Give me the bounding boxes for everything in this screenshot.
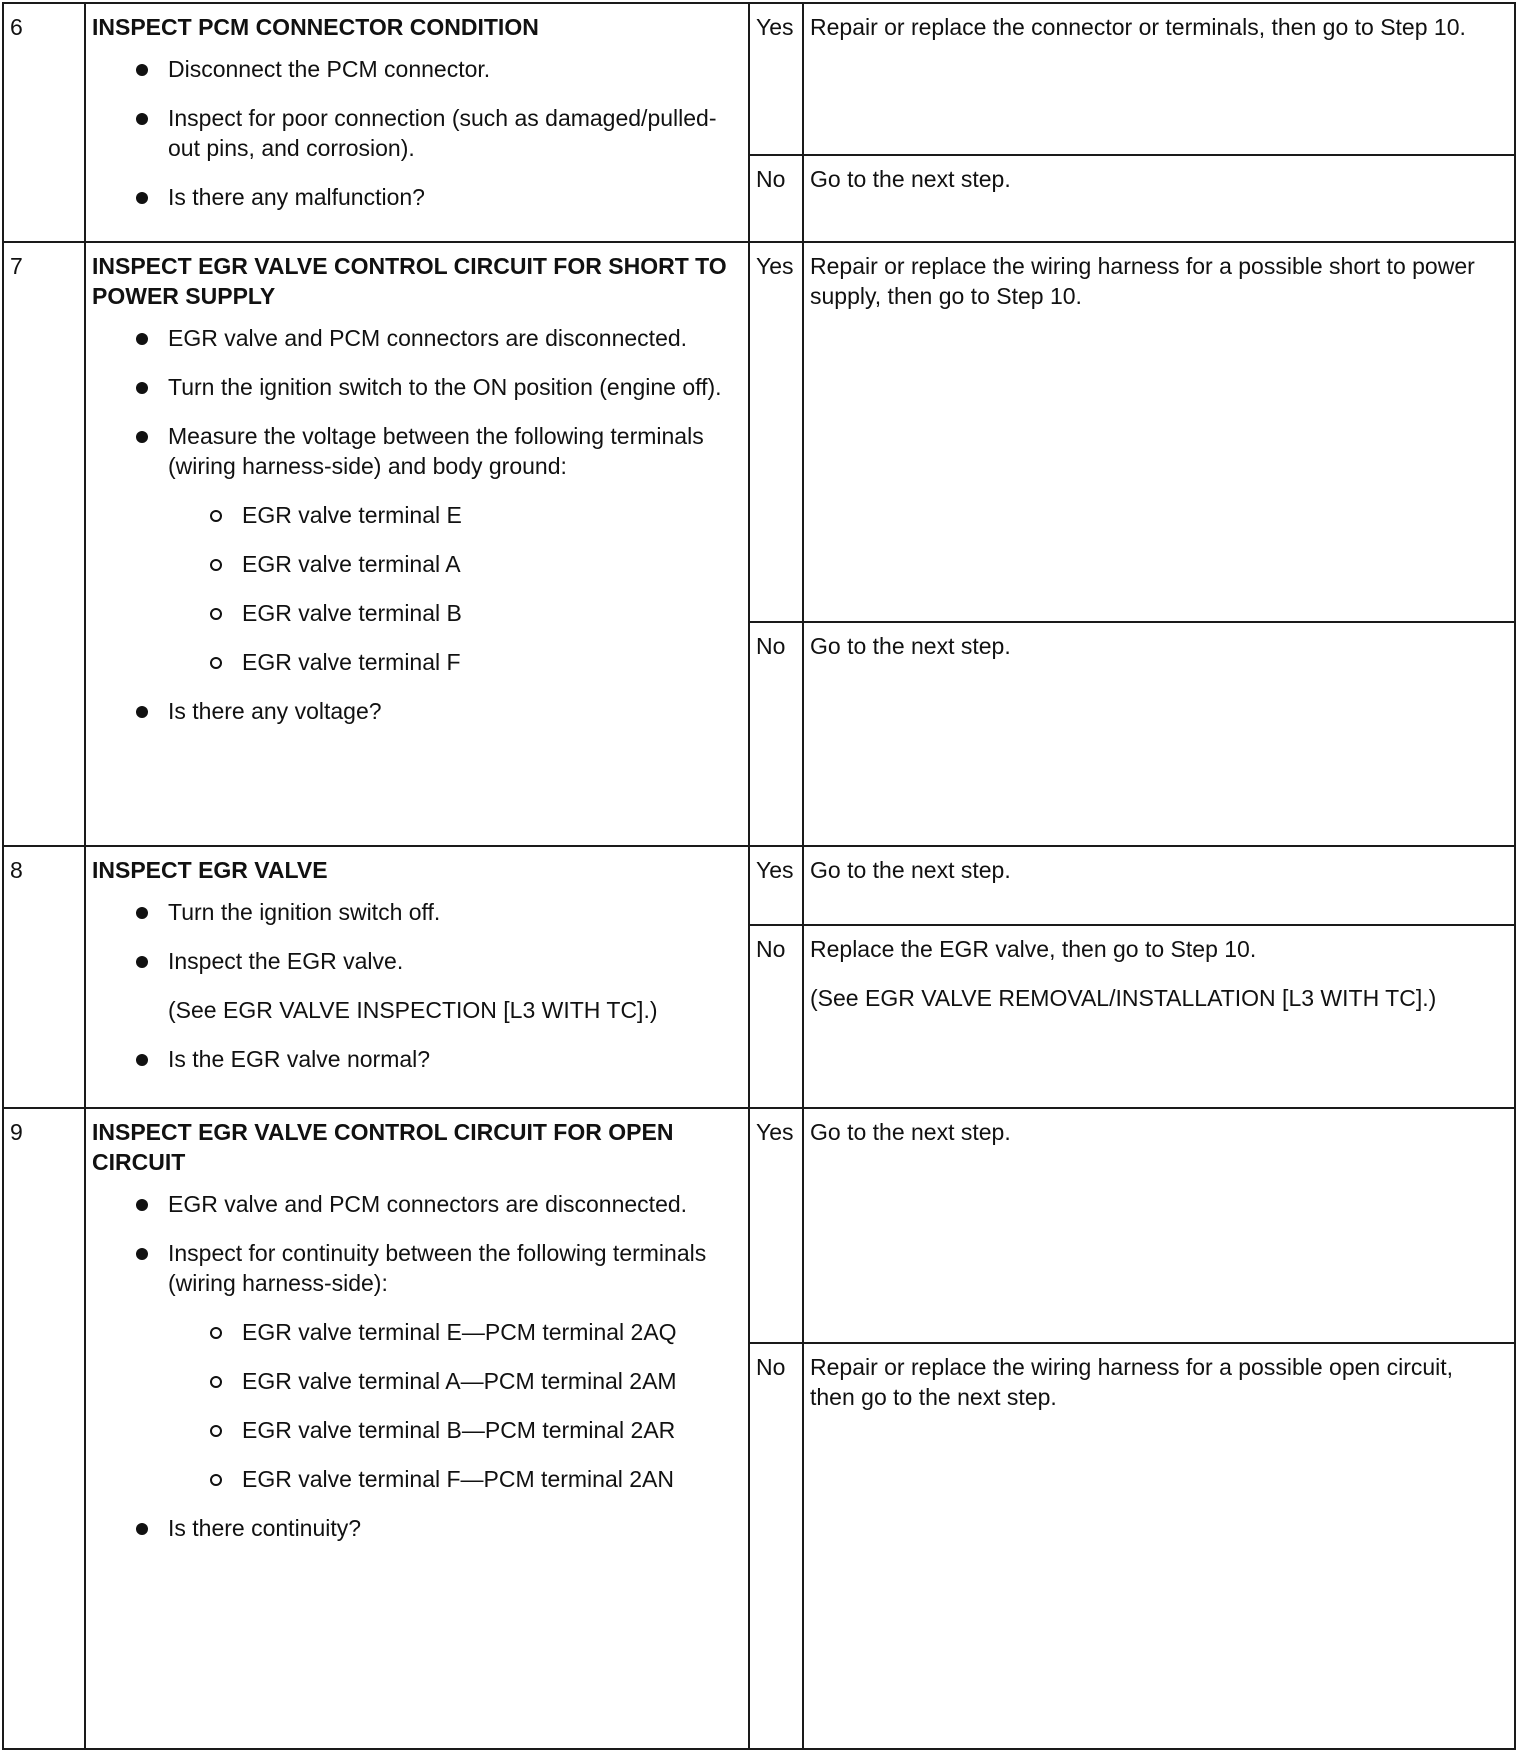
terminal-item <box>92 500 738 530</box>
answer-yes-label: Yes <box>749 242 803 622</box>
step-number: 6 <box>3 3 85 242</box>
step-title: INSPECT PCM CONNECTOR CONDITION <box>92 14 539 40</box>
step-bullet-list <box>92 54 738 212</box>
step-bullet: Is there any malfunction? <box>92 182 738 212</box>
answer-no-label: No <box>749 925 803 1108</box>
terminal-item <box>92 549 738 579</box>
step-bullet-text: Inspect for continuity between the following terminals (wiring harness-side): <box>168 1240 707 1296</box>
answer-no-action: Go to the next step. <box>803 622 1515 846</box>
step-reference-note: (See EGR VALVE INSPECTION [L3 WITH TC].) <box>168 997 658 1023</box>
answer-yes-action: Repair or replace the connector or terminals, then go to Step 10. <box>803 3 1515 155</box>
step-6-yes-row <box>3 3 1515 155</box>
terminal-list <box>168 1317 738 1494</box>
step-bullet <box>92 421 738 677</box>
terminal-item <box>92 598 738 628</box>
step-title: INSPECT EGR VALVE CONTROL CIRCUIT FOR OPEN CIRCUIT <box>92 1119 674 1175</box>
terminal-item-text: EGR valve terminal B <box>242 600 462 626</box>
terminal-item-text: EGR valve terminal F <box>242 649 461 675</box>
terminal-item-text: EGR valve terminal E—PCM terminal 2AQ <box>242 1319 677 1345</box>
step-bullet-text: Measure the voltage between the following terminals (wiring harness-side) and body ground: <box>168 423 704 479</box>
answer-no-action: Go to the next step. <box>803 155 1515 242</box>
answer-yes-label: Yes <box>749 3 803 155</box>
terminal-item-text: EGR valve terminal A—PCM terminal 2AM <box>242 1368 677 1394</box>
step-bullet <box>92 1238 738 1494</box>
step-bullet: Turn the ignition switch to the ON position (engine off). <box>92 372 738 402</box>
answer-yes-action: Go to the next step. <box>803 846 1515 925</box>
step-bullet: EGR valve and PCM connectors are disconnected. <box>92 1189 738 1219</box>
answer-no-label: No <box>749 1343 803 1749</box>
terminal-item-text: EGR valve terminal B—PCM terminal 2AR <box>242 1417 676 1443</box>
step-7-yes-row <box>3 242 1515 622</box>
answer-no-reference: (See EGR VALVE REMOVAL/INSTALLATION [L3 WITH TC].) <box>810 985 1437 1011</box>
step-number: 9 <box>3 1108 85 1749</box>
terminal-item-text: EGR valve terminal F—PCM terminal 2AN <box>242 1466 674 1492</box>
step-bullet-list <box>92 897 738 1074</box>
step-number: 7 <box>3 242 85 846</box>
step-bullet-list <box>92 323 738 726</box>
terminal-item <box>92 1464 738 1494</box>
answer-no-label: No <box>749 622 803 846</box>
step-bullet: Turn the ignition switch off. <box>92 897 738 927</box>
step-bullet: Is the EGR valve normal? <box>92 1044 738 1074</box>
answer-no-cell <box>803 925 1515 1108</box>
diagnostic-page <box>2 2 1514 1748</box>
step-8-yes-row <box>3 846 1515 925</box>
step-number: 8 <box>3 846 85 1108</box>
terminal-item <box>92 1317 738 1347</box>
terminal-item <box>92 647 738 677</box>
step-bullet: Inspect for poor connection (such as damaged/pulled-out pins, and corrosion). <box>92 103 738 163</box>
terminal-item <box>92 1366 738 1396</box>
step-action <box>85 1108 749 1749</box>
step-9-yes-row <box>3 1108 1515 1343</box>
step-bullet: Is there any voltage? <box>92 696 738 726</box>
step-action <box>85 3 749 242</box>
terminal-item-text: EGR valve terminal E <box>242 502 462 528</box>
step-bullet: Inspect the EGR valve. <box>92 946 738 976</box>
answer-no-action: Repair or replace the wiring harness for a possible open circuit, then go to the next step. <box>803 1343 1515 1749</box>
step-bullet-list <box>92 1189 738 1543</box>
step-bullet: Is there continuity? <box>92 1513 738 1543</box>
terminal-item <box>92 1415 738 1445</box>
answer-yes-action: Repair or replace the wiring harness for a possible short to power supply, then go to Step 10. <box>803 242 1515 622</box>
step-bullet: EGR valve and PCM connectors are disconnected. <box>92 323 738 353</box>
step-action <box>85 846 749 1108</box>
terminal-list <box>168 500 738 677</box>
answer-no-action: Replace the EGR valve, then go to Step 10. <box>810 936 1257 962</box>
answer-no-label: No <box>749 155 803 242</box>
terminal-item-text: EGR valve terminal A <box>242 551 461 577</box>
step-title: INSPECT EGR VALVE <box>92 857 328 883</box>
step-title: INSPECT EGR VALVE CONTROL CIRCUIT FOR SHORT TO POWER SUPPLY <box>92 253 727 309</box>
step-action <box>85 242 749 846</box>
answer-yes-label: Yes <box>749 846 803 925</box>
answer-yes-action: Go to the next step. <box>803 1108 1515 1343</box>
diagnostic-procedure-table <box>2 2 1516 1750</box>
answer-yes-label: Yes <box>749 1108 803 1343</box>
step-bullet: Disconnect the PCM connector. <box>92 54 738 84</box>
